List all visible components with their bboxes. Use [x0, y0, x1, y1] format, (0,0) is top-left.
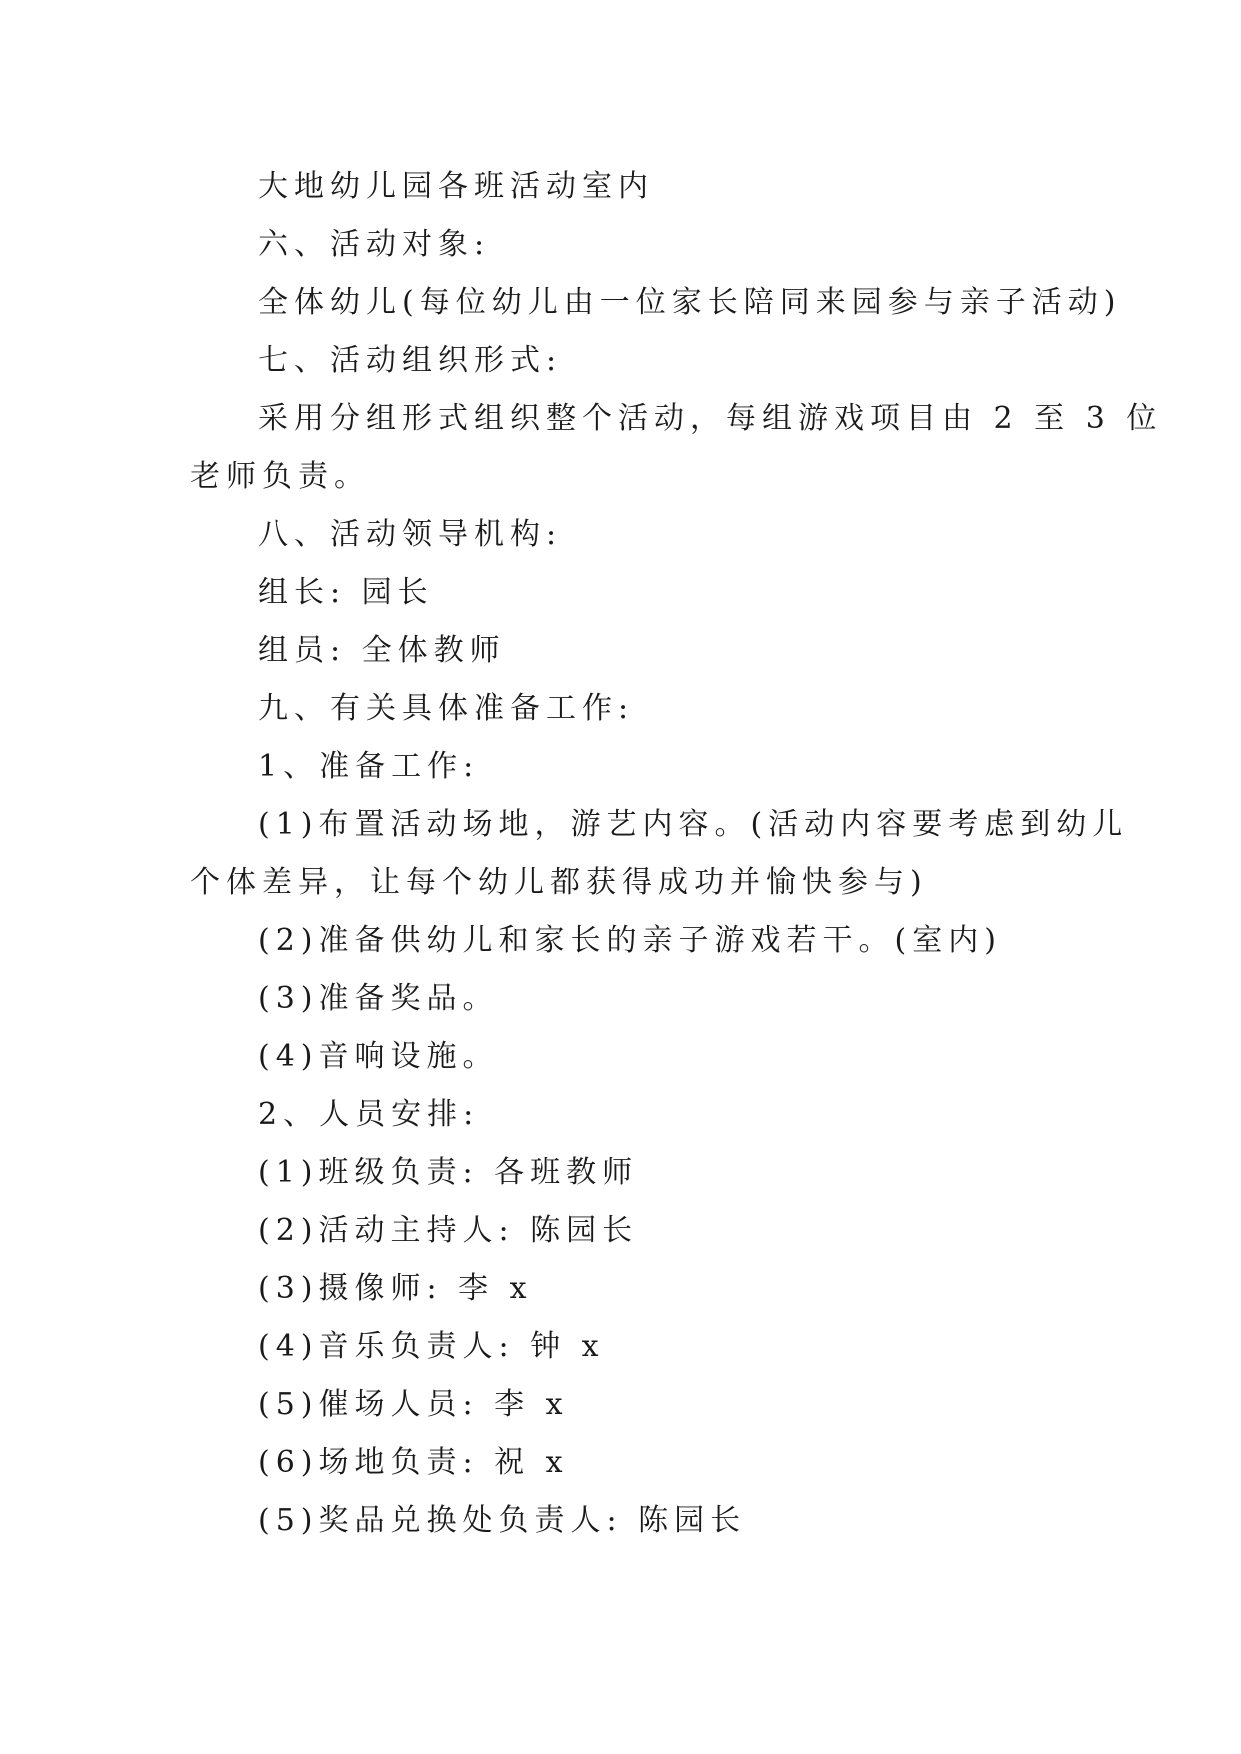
list-item: (2)活动主持人: 陈园长 [258, 1213, 639, 1248]
paragraph-line: 采用分组形式组织整个活动，每组游戏项目由 2 至 3 位 [258, 401, 1163, 436]
list-item: (4)音响设施。 [258, 1039, 499, 1074]
list-item: (3)准备奖品。 [258, 981, 499, 1016]
list-item-continuation: 个体差异，让每个幼儿都获得成功并愉快参与) [190, 865, 928, 900]
list-item: (5)催场人员: 李 x [258, 1387, 569, 1422]
list-item: (1)班级负责: 各班教师 [258, 1155, 639, 1190]
list-item: (2)准备供幼儿和家长的亲子游戏若干。(室内) [258, 923, 1002, 958]
paragraph-line: 老师负责。 [190, 459, 370, 494]
section-heading: 九、有关具体准备工作: [258, 691, 635, 726]
subsection-heading: 2、人员安排: [258, 1097, 480, 1132]
list-item: (4)音乐负责人: 钟 x [258, 1329, 605, 1364]
list-item: (6)场地负责: 祝 x [258, 1445, 569, 1480]
section-heading: 八、活动领导机构: [258, 517, 563, 552]
list-item: (3)摄像师: 李 x [258, 1271, 533, 1306]
section-heading: 六、活动对象: [258, 227, 491, 262]
subsection-heading: 1、准备工作: [258, 749, 480, 784]
paragraph-line: 组长: 园长 [258, 575, 434, 610]
paragraph-line: 大地幼儿园各班活动室内 [258, 169, 654, 204]
paragraph-line: 组员: 全体教师 [258, 633, 506, 668]
list-item: (5)奖品兑换处负责人: 陈园长 [258, 1503, 747, 1538]
section-heading: 七、活动组织形式: [258, 343, 563, 378]
paragraph-line: 全体幼儿(每位幼儿由一位家长陪同来园参与亲子活动) [258, 285, 1122, 320]
list-item: (1)布置活动场地，游艺内容。(活动内容要考虑到幼儿 [258, 807, 1129, 842]
